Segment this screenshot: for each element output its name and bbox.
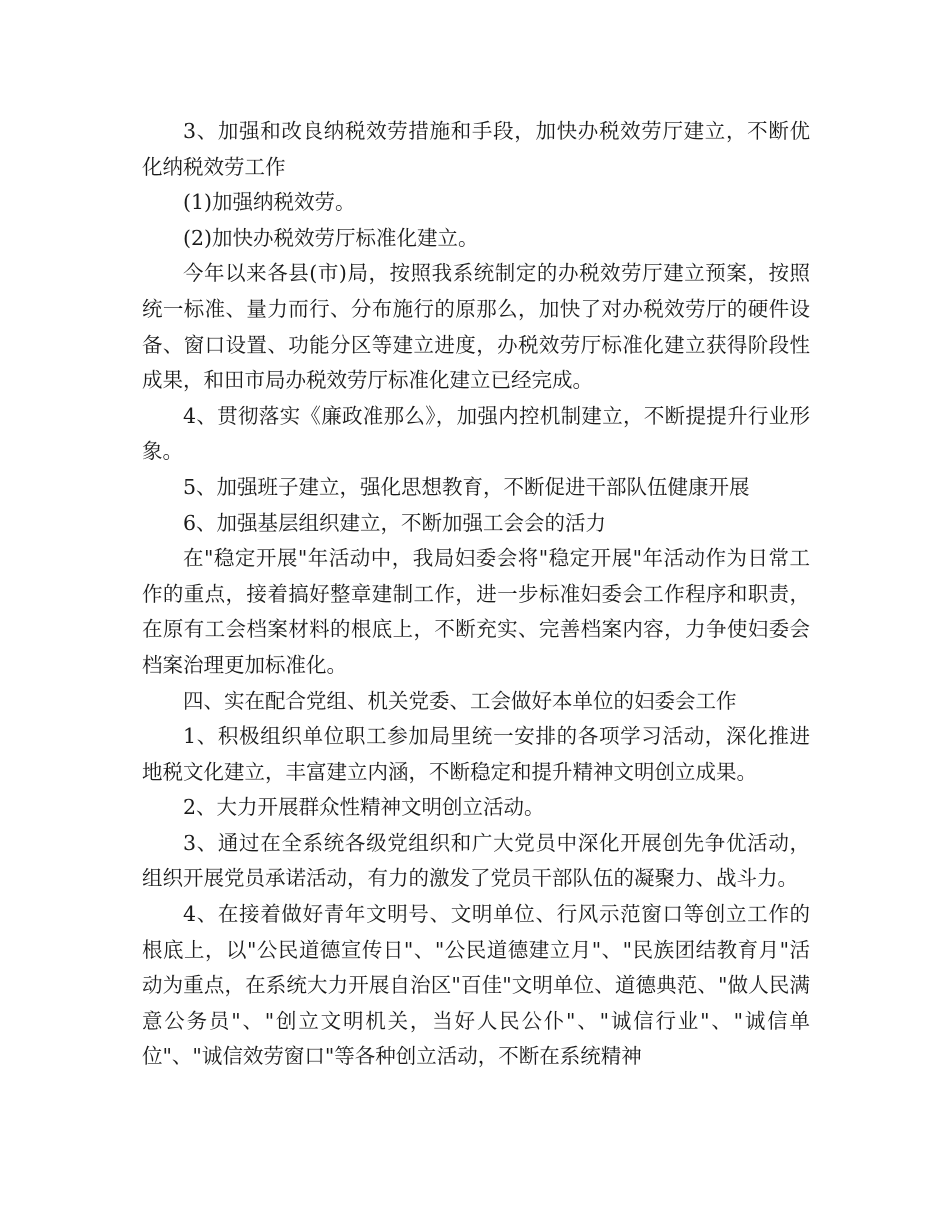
paragraph-4-integrity: 4、贯彻落实《廉政准那么》，加强内控机制建立，不断提提升行业形象。 (142, 403, 810, 464)
paragraph-hall-standardization: (2)加快办税效劳厅标准化建立。 (183, 225, 479, 250)
paragraph-5-team-building: 5、加强班子建立，强化思想教育，不断促进干部队伍健康开展 (183, 474, 750, 499)
paragraph-section-four-heading: 四、实在配合党组、机关党委、工会做好本单位的妇委会工作 (183, 688, 737, 713)
paragraph-county-progress: 今年以来各县(市)局，按照我系统制定的办税效劳厅建立预案，按照统一标准、量力而行、分布施行的原那么，加快了对办税效劳厅的硬件设备、窗口设置、功能分区等建立进度，办税效劳厅标准化建立获得阶段性成果，和田市局办税效劳厅标准化建立已经完成。 (142, 261, 810, 393)
paragraph-strengthen-service: (1)加强纳税效劳。 (183, 190, 356, 215)
document-body (142, 114, 810, 1075)
paragraph-stable-development: 在"稳定开展"年活动中，我局妇委会将"稳定开展"年活动作为日常工作的重点，接着搞好整章建制工作，进一步标准妇委会工作程序和职责，在原有工会档案材料的根底上，不断充实、完善档案内容，力争使妇委会档案治理更加标准化。 (142, 546, 810, 677)
paragraph-2-civilization-activities: 2、大力开展群众性精神文明创立活动。 (183, 795, 545, 820)
paragraph-4-creation-work: 4、在接着做好青年文明号、文明单位、行风示范窗口等创立工作的根底上，以"公民道德宣传日"、"公民道德建立月"、"民族团结教育月"活动为重点，在系统大力开展自治区"百佳"文明单位、道德典范、"做人民满意公务员"、"创立文明机关，当好人民公仆"、"诚信行业"、"诚信单位"、"诚信效劳窗口"等各种创立活动，不断在系统精神 (142, 902, 810, 1069)
paragraph-3-party-activities: 3、通过在全系统各级党组织和广大党员中深化开展创先争优活动，组织开展党员承诺活动，有力的激发了党员干部队伍的凝聚力、战斗力。 (142, 830, 810, 891)
paragraph-3-service-measures: 3、加强和改良纳税效劳措施和手段，加快办税效劳厅建立，不断优化纳税效劳工作 (142, 119, 810, 179)
paragraph-1-study-activities: 1、积极组织单位职工参加局里统一安排的各项学习活动，深化推进地税文化建立，丰富建立内涵，不断稳定和提升精神文明创立成果。 (142, 724, 810, 784)
paragraph-6-grassroots: 6、加强基层组织建立，不断加强工会会的活力 (183, 510, 607, 535)
